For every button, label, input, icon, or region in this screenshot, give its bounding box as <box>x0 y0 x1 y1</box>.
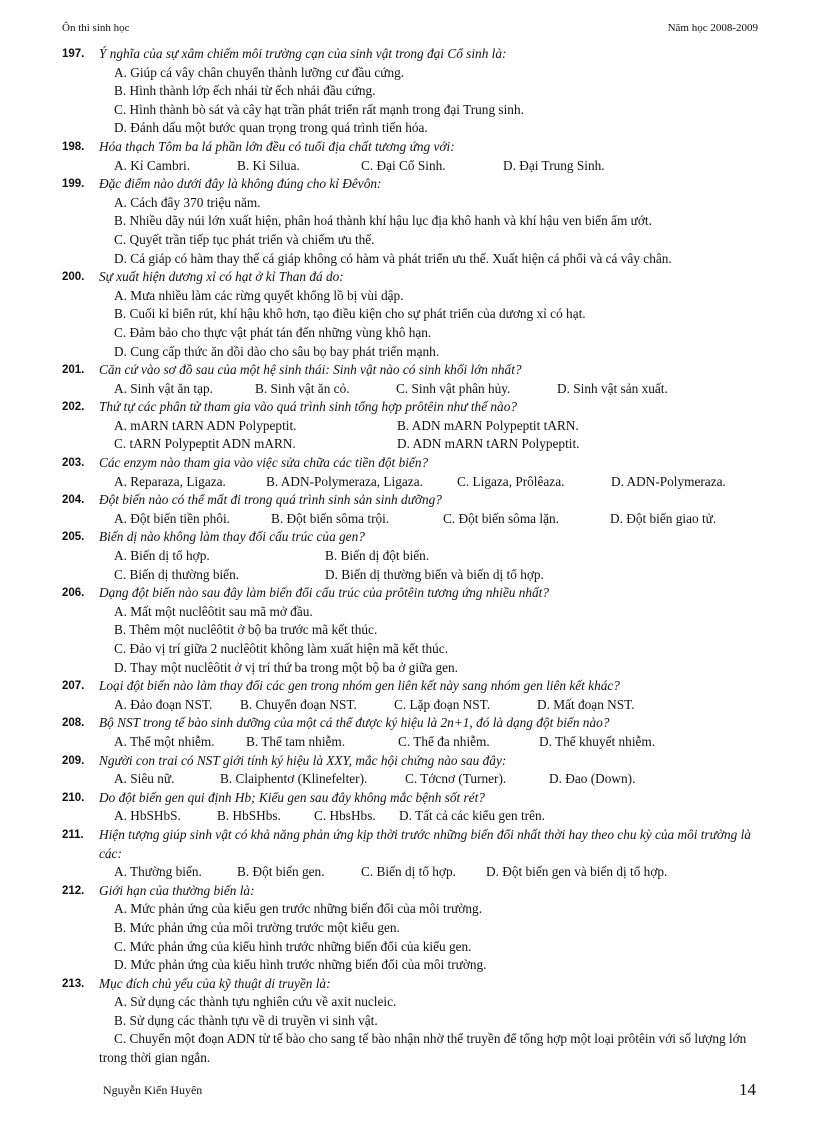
question-210 <box>62 789 762 826</box>
option-c: C. Biến dị tổ hợp. <box>361 864 456 880</box>
question-number: 210. <box>62 791 85 804</box>
option-b: B. Chuyển đoạn NST. <box>240 696 357 712</box>
option-d: D. Thay một nuclêôtit ở vị trí thứ ba trong một bộ ba ở giữa gen. <box>114 659 458 675</box>
question-213 <box>62 975 762 1068</box>
question-198 <box>62 138 762 175</box>
option-b: B. Nhiều dãy núi lớn xuất hiện, phân hoá thành khí hậu lục địa khô hanh và khí hậu ven biển ẩm ướt. <box>114 213 652 229</box>
options-row <box>99 435 762 454</box>
option-b: B. Cuối kỉ biển rút, khí hậu khô hơn, tạo điều kiện cho sự phát triển của dương xỉ có hạt. <box>114 306 586 322</box>
question-number: 205. <box>62 531 85 544</box>
question-207 <box>62 677 762 714</box>
option-b: B. Thêm một nuclêôtit ở bộ ba trước mã kết thúc. <box>114 622 378 638</box>
header-school-year: Năm học 2008-2009 <box>667 22 758 34</box>
question-205 <box>62 528 762 584</box>
question-stem: Ý nghĩa của sự xâm chiếm môi trường cạn của sinh vật trong đại Cổ sinh là: <box>99 46 507 61</box>
option-a: A. Sử dụng các thành tựu nghiên cứu về axit nucleic. <box>114 994 397 1010</box>
option-c: C. Đại Cổ Sinh. <box>361 157 446 173</box>
option-a: A. Cách đây 370 triệu năm. <box>114 194 261 210</box>
option-b: B. Mức phản ứng của môi trường trước một kiểu gen. <box>114 919 400 935</box>
question-list <box>62 45 762 1068</box>
option-a: A. Mức phản ứng của kiểu gen trước những biến đổi của môi trường. <box>114 901 483 917</box>
option-c: C. Mức phản ứng của kiểu hình trước những biến đổi của kiểu gen. <box>114 938 472 954</box>
option-a: A. Sinh vật ăn tạp. <box>114 380 213 396</box>
options-row <box>99 807 762 826</box>
option-d: D. Đại Trung Sinh. <box>503 157 605 173</box>
question-number: 198. <box>62 140 85 153</box>
options-row <box>99 696 762 715</box>
question-202 <box>62 398 762 454</box>
question-stem: Các enzym nào tham gia vào việc sửa chữa các tiền đột biến? <box>99 455 429 471</box>
option-b: B. Sử dụng các thành tựu về di truyền vi sinh vật. <box>114 1012 378 1028</box>
question-stem: Mục đích chủ yếu của kỹ thuật di truyền là: <box>99 975 331 991</box>
option-d: D. Tất cả các kiểu gen trên. <box>399 808 545 824</box>
footer-author: Nguyễn Kiến Huyên <box>103 1083 203 1097</box>
question-209 <box>62 752 762 789</box>
option-b: B. ADN-Polymeraza, Ligaza. <box>266 473 423 489</box>
question-stem: Do đột biến gen qui định Hb; Kiểu gen sau đây không mắc bệnh sốt rét? <box>99 789 485 805</box>
question-204 <box>62 491 762 528</box>
question-number: 201. <box>62 364 85 377</box>
option-a: A. Mưa nhiều làm các rừng quyết khổng lồ bị vùi dập. <box>114 287 404 303</box>
question-number: 208. <box>62 717 85 730</box>
option-a: A. Mất một nuclêôtit sau mã mở đầu. <box>114 603 313 619</box>
option-d: D. Biến dị thường biến và biến dị tổ hợp. <box>325 566 544 582</box>
question-200 <box>62 268 762 361</box>
option-a: A. Kỉ Cambri. <box>114 157 191 173</box>
options-row <box>99 157 762 176</box>
question-number: 213. <box>62 977 85 990</box>
option-c: C. Sinh vật phân hủy. <box>396 380 511 396</box>
option-d: D. Sinh vật sản xuất. <box>557 380 668 396</box>
question-stem: Đặc điểm nào dưới đây là không đúng cho kỉ Đêvôn: <box>99 176 382 192</box>
question-number: 200. <box>62 271 85 284</box>
option-d: D. Mức phản ứng của kiểu hình trước những biến đổi của môi trường. <box>114 957 487 973</box>
option-d: D. ADN-Polymeraza. <box>611 473 726 489</box>
option-c: C. tARN Polypeptit ADN mARN. <box>114 436 296 452</box>
option-c: C. Biến dị thường biến. <box>114 566 240 582</box>
option-b: B. Kỉ Silua. <box>237 157 300 173</box>
option-c: C. Quyết trần tiếp tục phát triển và chiếm ưu thế. <box>114 231 375 247</box>
option-a: A. Thể một nhiễm. <box>114 733 215 749</box>
options-row <box>99 863 762 882</box>
question-number: 199. <box>62 178 85 191</box>
options-row <box>99 473 762 492</box>
question-number: 203. <box>62 457 85 470</box>
question-number: 212. <box>62 884 85 897</box>
question-number: 209. <box>62 754 85 767</box>
question-number: 204. <box>62 494 85 507</box>
question-number: 207. <box>62 680 85 693</box>
option-b: B. Đột biến gen. <box>237 864 325 880</box>
question-number: 202. <box>62 401 85 414</box>
question-stem: Đột biến nào có thể mất đi trong quá trình sinh sản sinh dưỡng? <box>99 492 442 508</box>
option-a: A. Đảo đoạn NST. <box>114 696 213 712</box>
question-stem: Thứ tự các phân tử tham gia vào quá trình sinh tổng hợp prôtêin như thế nào? <box>99 399 518 415</box>
options-row <box>99 566 762 585</box>
option-a: A. Reparaza, Ligaza. <box>114 473 226 489</box>
option-b: B. ADN mARN Polypeptit tARN. <box>397 417 579 433</box>
option-b: B. Claiphentơ (Klinefelter). <box>220 771 368 787</box>
question-stem: Biến dị nào không làm thay đổi cấu trúc của gen? <box>99 529 365 545</box>
option-c: C. Chuyển một đoạn ADN từ tế bào cho sang tế bào nhận nhờ thể truyền để tổng hợp một loại prôtêin với số lượng lớn trong thời gian ngắn. <box>99 1031 747 1066</box>
option-d: D. Cung cấp thức ăn dồi dào cho sâu bọ bay phát triển mạnh. <box>114 343 440 359</box>
question-number: 211. <box>62 828 84 841</box>
option-b: B. Đột biến sôma trội. <box>271 510 390 526</box>
options-row <box>99 510 762 529</box>
option-a: A. Thường biến. <box>114 864 202 880</box>
option-c: C. Tớcnơ (Turner). <box>405 771 507 787</box>
option-a: A. Đột biến tiền phôi. <box>114 510 230 526</box>
options-row <box>99 417 762 436</box>
question-stem: Người con trai có NST giới tính ký hiệu là XXY, mắc hội chứng nào sau đây: <box>99 752 507 768</box>
question-stem: Loại đột biến nào làm thay đổi các gen trong nhóm gen liên kết này sang nhóm gen liên kết khác? <box>99 678 620 694</box>
option-a: A. Siêu nữ. <box>114 771 175 787</box>
question-212 <box>62 882 762 975</box>
options-row <box>99 380 762 399</box>
option-c: C. Thể đa nhiễm. <box>398 733 490 749</box>
question-stem: Hiện tượng giúp sinh vật có khả năng phản ứng kịp thời trước những biến đổi nhất thời hay theo chu kỳ của môi trường là các: <box>99 826 751 861</box>
option-c: C. Ligaza, Prôlêaza. <box>457 473 565 489</box>
question-stem: Hóa thạch Tôm ba lá phần lớn đều có tuổi địa chất tương ứng với: <box>99 138 455 154</box>
option-a: A. mARN tARN ADN Polypeptit. <box>114 417 297 433</box>
question-211 <box>62 826 762 882</box>
option-b: B. Sinh vật ăn cỏ. <box>255 380 350 396</box>
options-row <box>99 770 762 789</box>
option-d: D. Đao (Down). <box>549 771 636 787</box>
option-d: D. Mất đoạn NST. <box>537 696 635 712</box>
question-stem: Giới hạn của thường biến là: <box>99 882 255 898</box>
option-c: C. Lặp đoạn NST. <box>394 696 491 712</box>
option-c: C. Hình thành bò sát và cây hạt trần phát triển rất mạnh trong đại Trung sinh. <box>114 101 524 117</box>
option-a: A. Biến dị tổ hợp. <box>114 548 210 564</box>
options-row <box>99 547 762 566</box>
question-201 <box>62 361 762 398</box>
option-d: D. Đột biến giao tử. <box>610 510 717 526</box>
question-208 <box>62 714 762 751</box>
option-c: C. Đột biến sôma lặn. <box>443 510 559 526</box>
option-b: B. Hình thành lớp ếch nhái từ ếch nhái đầu cứng. <box>114 83 376 99</box>
option-c: C. Đảm bảo cho thực vật phát tán đến những vùng khô hạn. <box>114 324 432 340</box>
question-203 <box>62 454 762 491</box>
question-number: 206. <box>62 587 85 600</box>
option-b: B. HbSHbs. <box>217 808 281 824</box>
header-subject: Ôn thi sinh học <box>62 22 130 34</box>
options-row <box>99 733 762 752</box>
page-number: 14 <box>739 1080 756 1099</box>
question-197 <box>62 45 762 138</box>
question-stem: Căn cứ vào sơ đồ sau của một hệ sinh thái: Sinh vật nào có sinh khối lớn nhất? <box>99 362 522 378</box>
question-206 <box>62 584 762 677</box>
option-c: C. HbsHbs. <box>314 808 376 824</box>
option-a: A. HbSHbS. <box>114 808 181 824</box>
question-stem: Bộ NST trong tế bào sinh dưỡng của một cá thể được ký hiệu là 2n+1, đó là dạng đột biến nào? <box>99 715 610 731</box>
question-stem: Dạng đột biến nào sau đây làm biến đổi cấu trúc của prôtêin tương ứng nhiều nhất? <box>99 585 550 601</box>
option-b: B. Thể tam nhiễm. <box>246 733 346 749</box>
question-stem: Sự xuất hiện dương xỉ có hạt ở kỉ Than đá do: <box>99 269 344 285</box>
option-d: D. Cá giáp có hàm thay thế cá giáp không có hàm và phát triển ưu thế. Xuất hiện cá phổi và cá vây chân. <box>114 250 672 266</box>
option-d: D. Thể khuyết nhiễm. <box>539 733 656 749</box>
option-d: D. Đột biến gen và biến dị tổ hợp. <box>486 864 668 880</box>
option-b: B. Biến dị đột biến. <box>325 548 430 564</box>
question-number: 197. <box>62 48 85 60</box>
option-d: D. Đánh dấu một bước quan trọng trong quá trình tiến hóa. <box>114 120 428 136</box>
option-a: A. Giúp cá vây chân chuyển thành lưỡng cư đầu cứng. <box>114 64 405 80</box>
option-d: D. ADN mARN tARN Polypeptit. <box>397 436 580 452</box>
option-c: C. Đảo vị trí giữa 2 nuclêôtit không làm xuất hiện mã kết thúc. <box>114 641 449 656</box>
question-199 <box>62 175 762 268</box>
